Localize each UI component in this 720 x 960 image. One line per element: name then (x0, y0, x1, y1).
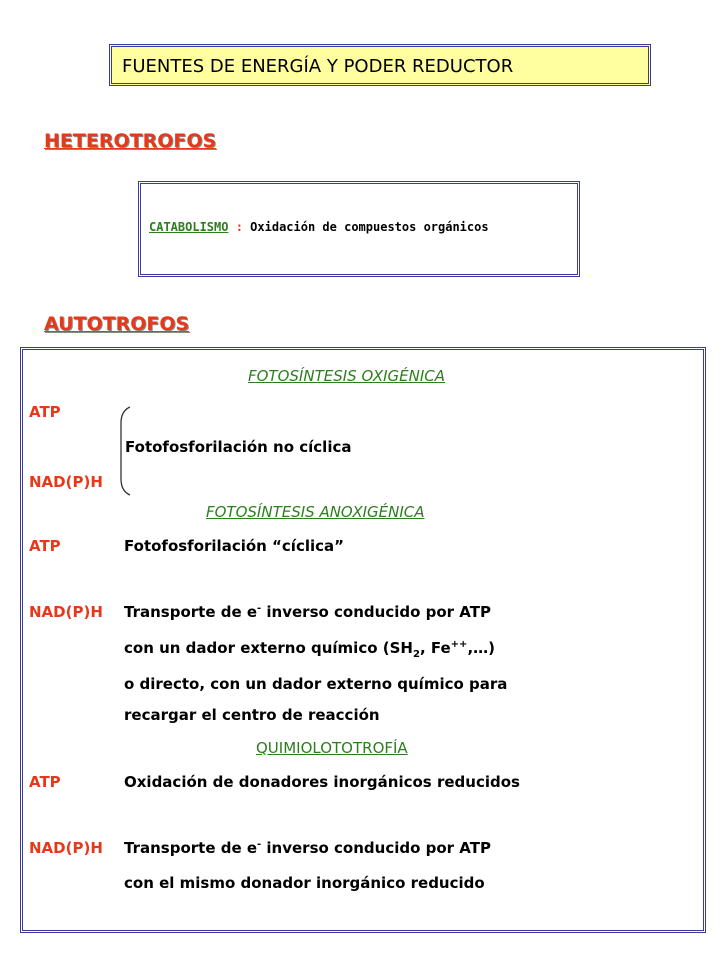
anoxigenica-line-4: recargar el centro de reacción (124, 706, 380, 724)
text-part: , Fe (419, 639, 451, 657)
catabolismo-box (138, 181, 580, 277)
quimio-line-2: con el mismo donador inorgánico reducido (124, 874, 485, 892)
text-part: inverso conducido por ATP (261, 603, 491, 621)
title-box (109, 44, 651, 86)
text-part: Transporte de e (124, 839, 258, 857)
oxigenica-atp-label: ATP (29, 403, 61, 421)
quimio-nadph-label: NAD(P)H (29, 839, 103, 857)
oxigenica-title: FOTOSÍNTESIS OXIGÉNICA (248, 367, 446, 385)
quimio-line-1 (124, 839, 491, 857)
autotrofos-box (20, 347, 706, 933)
oxigenica-nadph-label: NAD(P)H (29, 473, 103, 491)
oxigenica-description: Fotofosforilación no cíclica (125, 438, 352, 456)
quimio-title: QUIMIOLOTOTROFÍA (256, 739, 408, 757)
quimio-atp-label: ATP (29, 773, 61, 791)
catabolismo-line (149, 220, 489, 234)
text-part: inverso conducido por ATP (261, 839, 491, 857)
anoxigenica-nadph-label: NAD(P)H (29, 603, 103, 621)
anoxigenica-line-3: o directo, con un dador externo químico para (124, 675, 508, 693)
text-part: con un dador externo químico (SH (124, 639, 413, 657)
anoxigenica-title: FOTOSÍNTESIS ANOXIGÉNICA (206, 503, 425, 521)
catabolismo-description: Oxidación de compuestos orgánicos (250, 220, 489, 234)
page-title: FUENTES DE ENERGÍA Y PODER REDUCTOR (122, 56, 514, 77)
catabolismo-separator: : (228, 220, 251, 234)
superscript: ++ (450, 639, 468, 650)
subscript: 2 (412, 649, 420, 660)
superscript: - (257, 603, 262, 614)
heterotrofos-heading: HETEROTROFOS (44, 130, 217, 152)
text-part: ,…) (467, 639, 495, 657)
quimio-atp-description: Oxidación de donadores inorgánicos reducidos (124, 773, 520, 791)
superscript: - (257, 839, 262, 850)
text-part: Transporte de e (124, 603, 258, 621)
catabolismo-label: CATABOLISMO (149, 220, 229, 234)
anoxigenica-atp-label: ATP (29, 537, 61, 555)
anoxigenica-line-2 (124, 639, 495, 660)
anoxigenica-atp-description: Fotofosforilación “cíclica” (124, 537, 344, 555)
autotrofos-heading: AUTOTROFOS (44, 313, 190, 335)
anoxigenica-line-1 (124, 603, 491, 621)
